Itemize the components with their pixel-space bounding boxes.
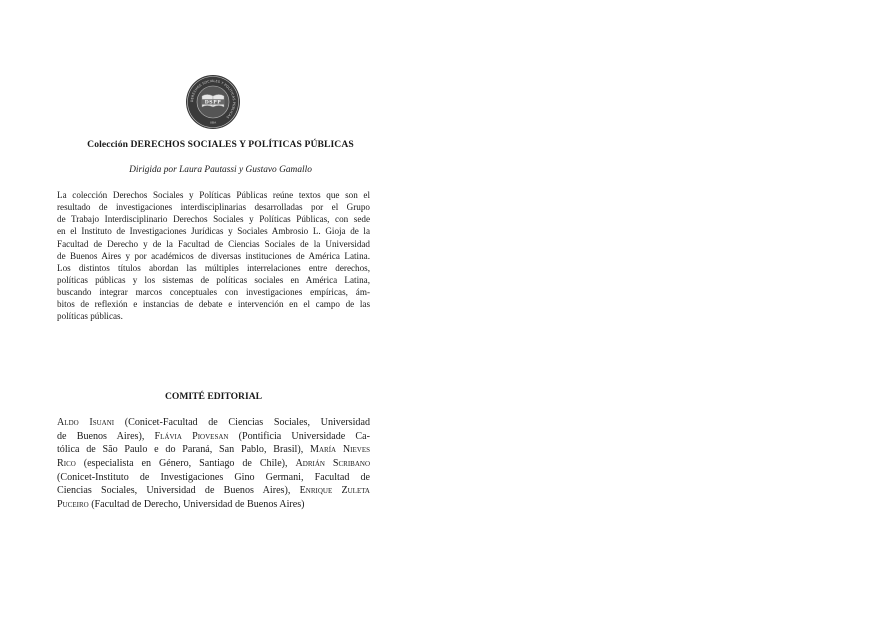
- committee-member-affiliation: Ciencias Sociales, Universidad de Buenos Aires),: [57, 485, 300, 497]
- description-line: de Buenos Aires y por académicos de diversas instituciones de América Latina.: [57, 250, 370, 261]
- description-line: políticas públicas.: [57, 311, 123, 322]
- committee-line: [57, 498, 370, 512]
- committee-member-affiliation: (Conicet-Instituto de Investigaciones Gino Germani, Facultad de: [57, 471, 370, 483]
- committee-member-affiliation: (especialista en Género, Santiago de Chile),: [75, 457, 296, 469]
- committee-line: [57, 457, 370, 471]
- committee-member-name: Aldo Isuani: [57, 417, 115, 428]
- description-line: Los distintos títulos abordan las múltiples interrelaciones entre derechos,: [57, 262, 370, 273]
- committee-member-affiliation: tólica de São Paulo e do Paraná, San Pablo, Brasil),: [57, 444, 311, 456]
- committee-line: [57, 443, 370, 457]
- description-line: resultado de investigaciones interdisciplinarias desarrolladas por el Grupo: [57, 202, 370, 213]
- description-line: bitos de reflexión e instancias de debate e intervención en el campo de las: [57, 299, 370, 310]
- seal-ring-text: DERECHOS SOCIALES Y POLÍTICAS PÚBLICAS: [189, 78, 237, 120]
- collection-seal-logo: [185, 74, 241, 130]
- committee-member-name: Adrián Scribano: [295, 457, 370, 469]
- committee-member-name: Rico: [57, 457, 76, 469]
- seal-center-text: DSPP: [204, 100, 222, 106]
- description-line: La colección Derechos Sociales y Políticas Públicas reúne textos que son el: [57, 190, 370, 200]
- directed-by-line: Dirigida por Laura Pautassi y Gustavo Gamallo: [129, 165, 312, 175]
- description-line: de Trabajo Interdisciplinario Derechos Sociales y Políticas Públicas, con sede: [57, 214, 370, 225]
- committee-member-name: Flávia Piovesan: [154, 430, 229, 442]
- editorial-committee-members: [57, 416, 370, 511]
- collection-title: Colección DERECHOS SOCIALES Y POLÍTICAS PÚBLICAS: [87, 139, 354, 150]
- committee-member-name: Enrique Zuleta: [299, 485, 370, 497]
- committee-member-affiliation: de Buenos Aires),: [57, 430, 155, 442]
- description-line: en el Instituto de Investigaciones Jurídicas y Sociales Ambrosio L. Gioja de la: [57, 226, 370, 237]
- description-line: Facultad de Derecho y de la Facultad de Ciencias Sociales de la Universidad: [57, 238, 370, 249]
- committee-line: [57, 416, 370, 430]
- committee-member-affiliation: (Conicet-Facultad de Ciencias Sociales, Universidad: [114, 417, 370, 428]
- seal-bottom-text: UBA: [209, 120, 217, 125]
- description-line: políticas públicas y los sistemas de políticas sociales en América Latina,: [57, 274, 370, 285]
- committee-member-name: Puceiro: [57, 498, 89, 510]
- description-line: buscando integrar marcos conceptuales con investigaciones empíricas, ám-: [57, 287, 370, 298]
- collection-description: [57, 189, 370, 323]
- committee-member-name: María Nieves: [310, 444, 370, 456]
- committee-line: [57, 430, 370, 444]
- committee-line: [57, 471, 370, 485]
- editorial-committee-heading: COMITÉ EDITORIAL: [164, 391, 263, 402]
- committee-member-affiliation: (Facultad de Derecho, Universidad de Buenos Aires): [88, 498, 305, 510]
- seal-emblem-icon: [185, 74, 241, 130]
- committee-line: [57, 484, 370, 498]
- committee-member-affiliation: (Pontificia Universidade Ca-: [228, 430, 370, 442]
